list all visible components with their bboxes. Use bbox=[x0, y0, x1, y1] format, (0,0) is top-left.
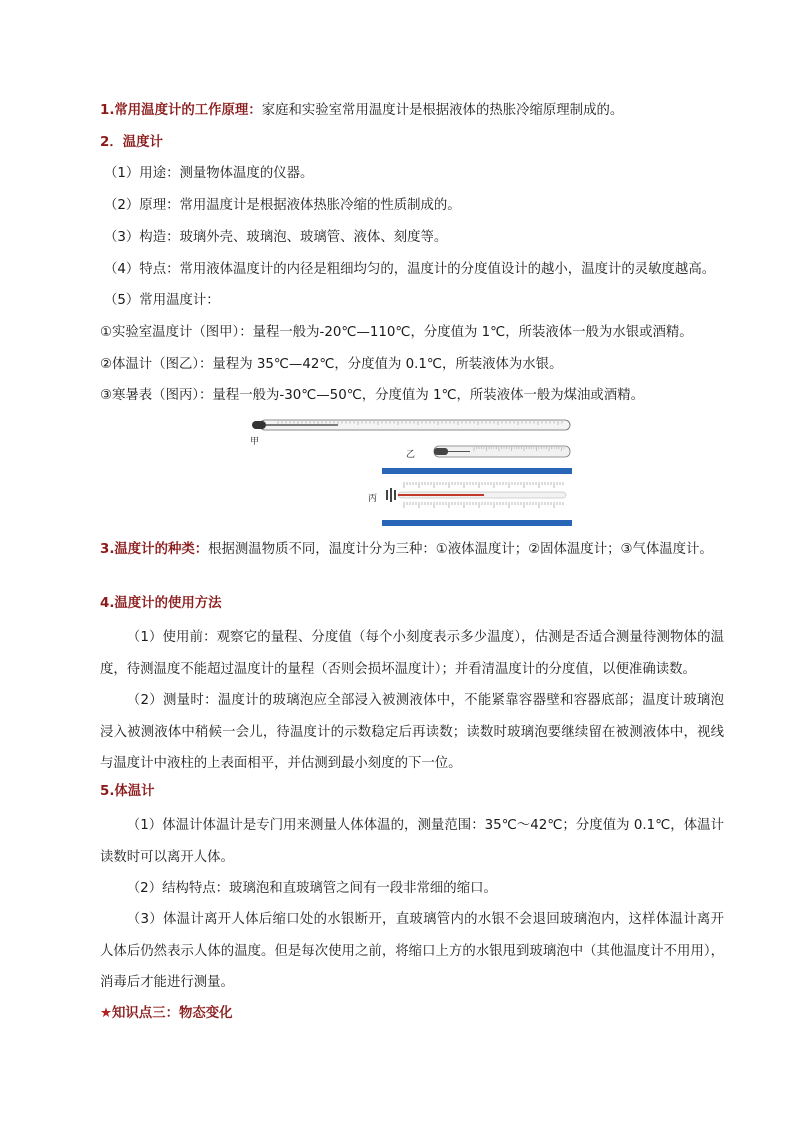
thermometer-figure bbox=[248, 416, 578, 528]
section-2-heading: 2．温度计 bbox=[100, 135, 163, 150]
star-icon: ★ bbox=[100, 1006, 113, 1021]
weather-thermometer bbox=[382, 468, 572, 526]
section-1-heading: 1.常用温度计的工作原理： bbox=[100, 103, 262, 118]
section-3 bbox=[100, 537, 724, 562]
section-4-heading: 4.温度计的使用方法 bbox=[100, 596, 222, 611]
section-1-text: 家庭和实验室常用温度计是根据液体的热胀冷缩原理制成的。 bbox=[261, 103, 624, 118]
knowledge-point-heading bbox=[100, 1004, 233, 1024]
section-5-paragraph-1: （1）体温计体温计是专门用来测量人体体温的，测量范围：35℃～42℃；分度值为 0.1℃，体温计读数时可以离开人体。 bbox=[100, 818, 724, 865]
section-1 bbox=[100, 101, 623, 121]
section-3-text: 根据测温物质不同，温度计分为三种：①液体温度计；②固体温度计；③气体温度计。 bbox=[208, 542, 713, 557]
section-5-paragraph-3: （3）体温计离开人体后缩口处的水银断开，直玻璃管内的水银不会退回玻璃泡内，这样体温计离开人体后仍然表示人体的温度。但是每次使用之前，将缩口上方的水银甩到玻璃泡中（其他温度计不用用），消毒后才能进行测量。 bbox=[100, 912, 724, 990]
section-5-heading: 5.体温计 bbox=[100, 784, 155, 799]
figure-label-jia: 甲 bbox=[250, 437, 260, 447]
section-4-paragraph-2: （2）测量时：温度计的玻璃泡应全部浸入被测液体中，不能紧靠容器壁和容器底部；温度计玻璃泡浸入被测液体中稍候一会儿，待温度计的示数稳定后再读数；读数时玻璃泡要继续留在被测液体中，视线与温度计中液柱的上表面相平，并估测到最小刻度的下一位。 bbox=[100, 693, 724, 771]
section-2-item-1: （1）用途：测量物体温度的仪器。 bbox=[104, 166, 314, 181]
clinical-thermometer bbox=[434, 446, 570, 457]
figure-label-yi: 乙 bbox=[406, 450, 416, 460]
section-4-paragraph-1: （1）使用前：观察它的量程、分度值（每个小刻度表示多少温度），估测是否适合测量待测物体的温度，待测温度不能超过温度计的量程（否则会损坏温度计）；并看清温度计的分度值，以便准确读数。 bbox=[100, 630, 724, 677]
section-5-paragraph-2: （2）结构特点：玻璃泡和直玻璃管之间有一段非常细的缩口。 bbox=[126, 881, 497, 896]
section-2-item-3: （3）构造：玻璃外壳、玻璃泡、玻璃管、液体、刻度等。 bbox=[104, 230, 448, 245]
section-2-item-4: （4）特点：常用液体温度计的内径是粗细均匀的，温度计的分度值设计的越小，温度计的灵敏度越高。 bbox=[104, 262, 716, 277]
figure-label-bing: 丙 bbox=[368, 494, 378, 504]
lab-thermometer bbox=[252, 420, 570, 430]
thermometer-type-1: ①实验室温度计（图甲）：量程一般为-20℃—110℃，分度值为 1℃，所装液体一般为水银或酒精。 bbox=[100, 325, 693, 340]
section-2-item-5: （5）常用温度计： bbox=[104, 293, 220, 308]
section-3-heading: 3.温度计的种类： bbox=[100, 542, 209, 557]
knowledge-point-title: 知识点三：物态变化 bbox=[112, 1006, 233, 1021]
thermometer-type-3: ③寒暑表（图丙）：量程一般为-30℃—50℃，分度值为 1℃，所装液体一般为煤油或酒精。 bbox=[100, 388, 644, 403]
thermometer-type-2: ②体温计（图乙）：量程为 35℃—42℃，分度值为 0.1℃，所装液体为水银。 bbox=[100, 357, 563, 372]
section-2-item-2: （2）原理：常用温度计是根据液体热胀冷缩的性质制成的。 bbox=[104, 198, 461, 213]
